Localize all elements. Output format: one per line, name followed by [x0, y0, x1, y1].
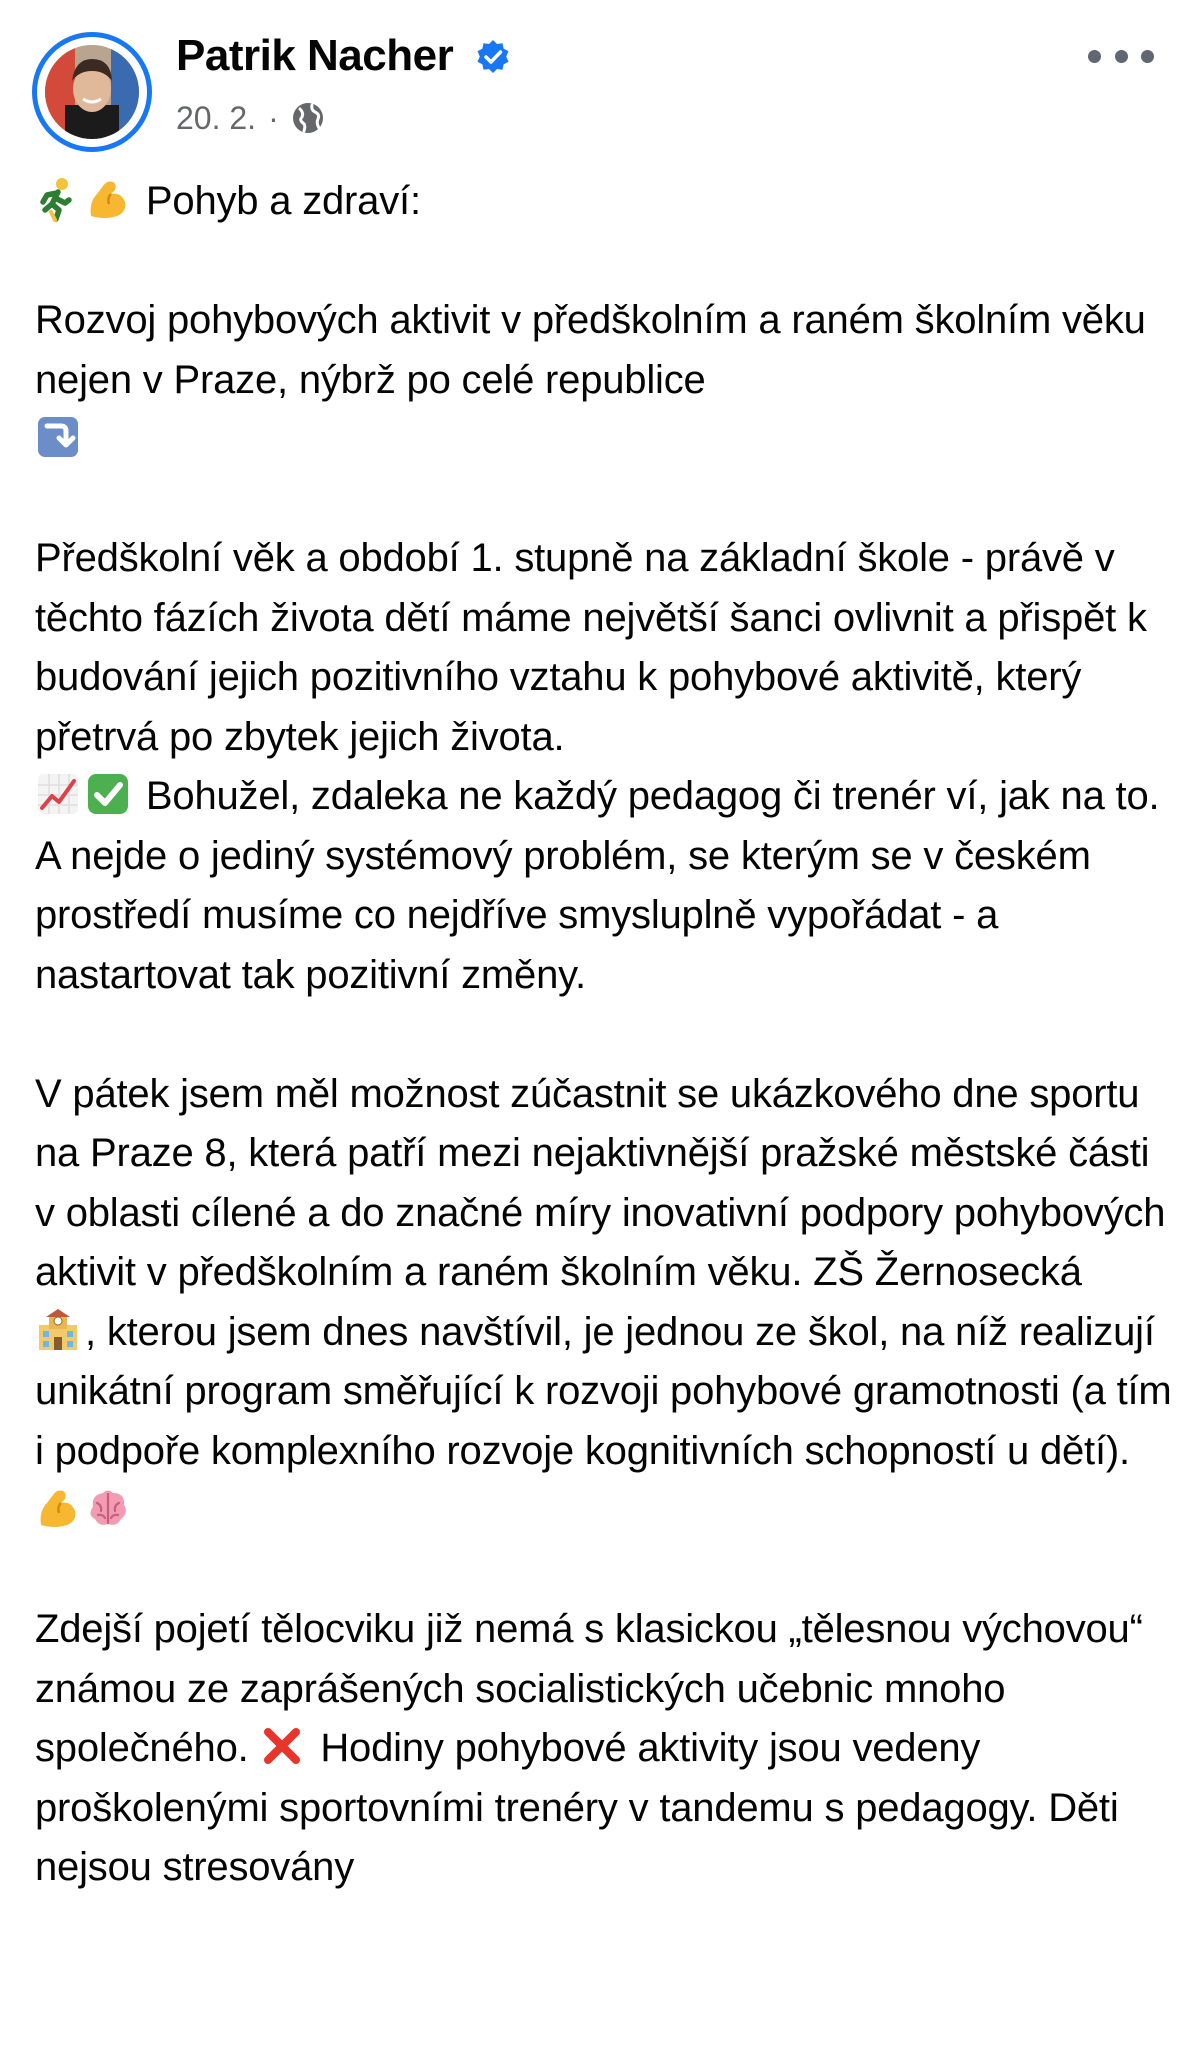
chart-increasing-emoji [35, 771, 81, 817]
paragraph-gap [35, 1541, 1175, 1601]
globe-icon [291, 101, 325, 135]
avatar[interactable] [45, 45, 139, 139]
more-dot [1088, 50, 1101, 63]
post-meta [176, 96, 325, 140]
paragraph-5-text: Zdejší pojetí tělocviku již nemá s klasickou „tělesnou výchovou“ známou ze zaprášených socialistických učebnic mnoho společného. [35, 1607, 1154, 1770]
paragraph-gap [35, 470, 1175, 530]
paragraph-1-text: Pohyb a zdraví: [145, 179, 421, 223]
post-header [0, 0, 1189, 150]
paragraph-5 [35, 1600, 1175, 1898]
paragraph-4 [35, 1065, 1183, 1541]
brain-emoji [85, 1485, 131, 1531]
paragraph-4b-text: , kterou jsem dnes navštívil, je jednou ze škol, na níž realizují unikátní program směřující k rozvoji pohybové gramotnosti (a tím i podpoře komplexního rozvoje kognitivních schopností u dětí). [35, 1309, 1183, 1473]
biceps-emoji [35, 1485, 81, 1531]
paragraph-3-text: Předškolní věk a období 1. stupně na základní škole - právě v těchto fázích života dětí máme největší šanci ovlivnit a přispět k budování jejich pozitivního vztahu k pohybové aktivitě, který přetrvá po zbytek jejich života. [35, 536, 1158, 759]
avatar-photo [45, 45, 139, 139]
arrow-down-emoji [35, 414, 81, 460]
post-body [35, 172, 1183, 1898]
more-options-icon[interactable] [1088, 40, 1154, 72]
paragraph-3b-text: Bohužel, zdaleka ne každý pedagog či trenér ví, jak na to. A nejde o jediný systémový problém, se kterým se v českém prostředí musíme co nejdříve smysluplně vypořádat - a nastartovat tak pozitivní změny. [35, 774, 1169, 997]
paragraph-4-text: V pátek jsem měl možnost zúčastnit se ukázkového dne sportu na Praze 8, která patří mezi nejaktivnější pražské městské části v oblasti cílené a do značné míry inovativní podpory pohybových aktivit v předškolním a raném školním věku. ZŠ Žernosecká [35, 1071, 1177, 1294]
author-avatar-ring[interactable] [32, 32, 152, 152]
runner-emoji [35, 176, 81, 222]
paragraph-gap [35, 232, 1175, 292]
paragraph-2 [35, 291, 1175, 470]
paragraph-5b-text: Hodiny pohybové aktivity jsou vedeny proškolenými sportovními trenéry v tandemu s pedagogy. Děti nejsou stresovány [35, 1726, 1130, 1889]
cross-mark-emoji [259, 1723, 305, 1769]
biceps-emoji [85, 176, 131, 222]
paragraph-1 [35, 172, 1175, 232]
post-date[interactable]: 20. 2. [176, 99, 257, 136]
paragraph-2-text: Rozvoj pohybových aktivit v předškolním a raném školním věku nejen v Praze, nýbrž po celé republice [35, 298, 1157, 402]
school-emoji [35, 1307, 81, 1353]
more-dot [1141, 50, 1154, 63]
verified-badge-icon [475, 39, 511, 75]
paragraph-gap [35, 1005, 1175, 1065]
meta-separator: · [268, 99, 279, 136]
author-name[interactable]: Patrik Nacher [176, 31, 454, 80]
paragraph-3 [35, 529, 1175, 1005]
more-dot [1115, 50, 1128, 63]
check-mark-emoji [85, 771, 131, 817]
